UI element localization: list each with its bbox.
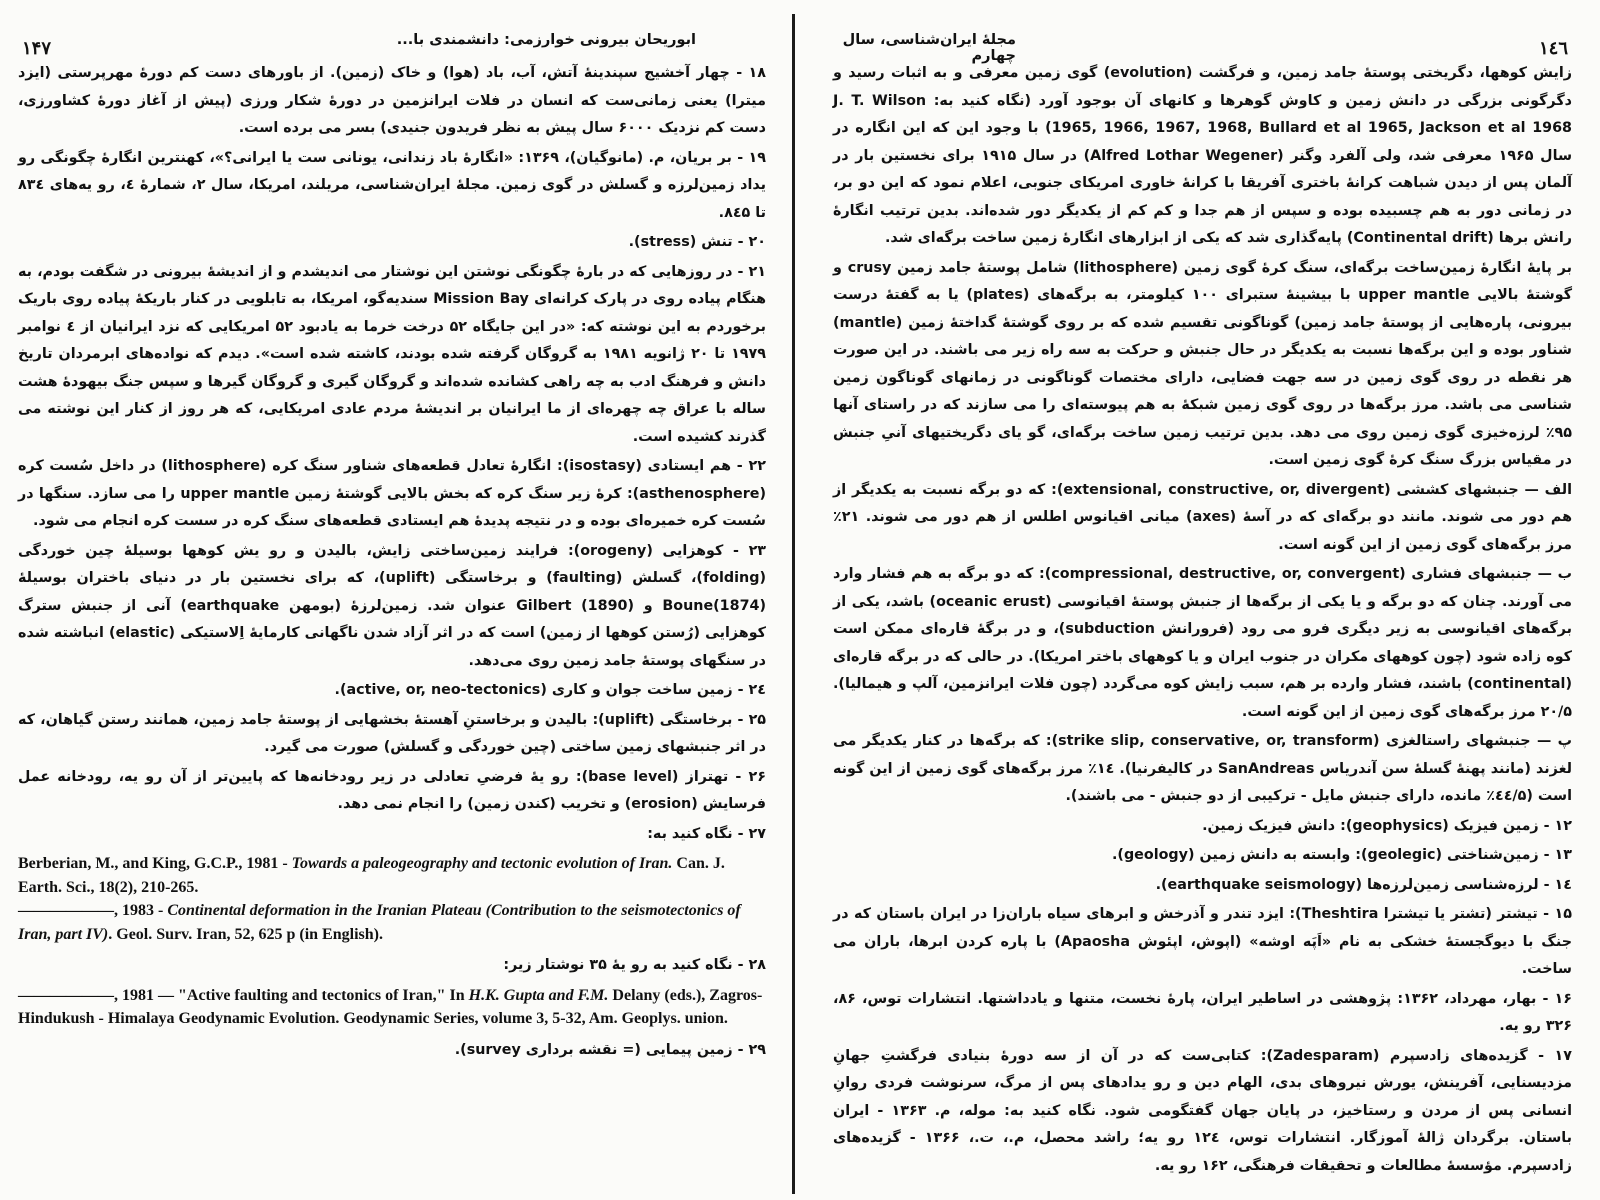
- movement-divergent: الف — جنبشهای کششی (extensional, constructive, or, divergent): که دو برگه نسبت به یکدیگر از هم دور می شوند. مانند دو برگه‌ای که در آسهٔ (axes) میانی اقیانوس اطلس از هم دور می شوند. ۲۱٪ مرز برگه‌های گوی زمین از این گونه است.: [833, 481, 1573, 553]
- reference-source: Delany (eds.), Zagros-Hindukush - Himalaya Geodynamic Evolution. Geodynamic Series, volume 3, 5-32, Am. Geoplys. union.: [18, 986, 763, 1027]
- reference-berberian-1983: [18, 899, 766, 946]
- note-24: ۲٤ - زمین ساخت جوان و کاری (active, or, neo-tectonics).: [334, 682, 766, 698]
- note-18: ۱۸ - چهار آخشیج سپندینهٔ آتش، آب، باد (هوا) و خاک (زمین). از باورهای دست کم دورهٔ مهرپرستی (ایزد میترا) یعنی زمانی‌ست که انسان در فلات ایرانزمین در دورهٔ شکار ورزی (پیش از آغاز دورهٔ کشاورزی، دست کم نزدیک ۶۰۰۰ سال پیش به نظر فریدون جنیدی) بسر می برده است.: [18, 65, 766, 136]
- note-21: ۲۱ - در روزهایی که در بارهٔ چگونگی نوشتن این نوشتار می اندیشدم و از اندیشهٔ بیرونی در شگفت بودم، به هنگام پیاده روی در پارک کرانه‌ای Mission Bay سندیه‌گو، امریکا، به تابلویی در کنار باریکهٔ پیاده روی باریک برخوردم به این نوشته که: «در این جایگاه ۵۲ درخت خرما به یادبود ۵۲ امریکایی که نزد ایرانیان از ٤ نوامبر ۱۹۷۹ تا ۲۰ ژانویه ۱۹۸۱ به گروگان گرفته شده بودند، کاشته شده است». دیدم که نواده‌های ابرمردان تاریخ دانش و فرهنگ ادب به چه راهی کشانده شده‌اند و گروگان گیری و گروگان گیرها و سپس جنگ بیهودهٔ هشت ساله با عراق چه چهره‌ای از ما ایرانیان بر اندیشهٔ مردم عادی امریکایی، که هر روز از کنار این نوشته می گذرند کشیده است.: [18, 263, 767, 445]
- page-147: [0, 0, 790, 1200]
- note-27: ۲۷ - نگاه کنید به:: [647, 825, 766, 842]
- movement-convergent: ب — جنبشهای فشاری (compressional, destructive, or, convergent): که دو برگه به هم فشار وارد می آورند. چنان که دو برگه و یا یکی از برگه‌ها از جنبش پوستهٔ اقیانوسی (oceanic erust) باشد، یکی از برگه‌های اقیانوسی به زیر دیگری فرو می رود (فرورانش subduction)، و در برگهٔ قاره‌ای ممکن است کوه زاده شود (چون کوههای مکران در جنوب ایران و یا کوههای باختر امریکا). در حالی که در برگه قاره‌ای (continental) باشند، فشار وارده بر هم، سبب زایش کوه می‌گردد (چون فلات ایرانزمین، آلپ و هیمالیا). ۲۰/۵ مرز برگه‌های گوی زمین از این گونه است.: [833, 566, 1572, 720]
- book-gutter: [792, 14, 795, 1194]
- reference-editors: H.K. Gupta and F.M.: [468, 986, 609, 1004]
- note-16: ۱۶ - بهار، مهرداد، ۱۳۶۲: پژوهشی در اساطیر ایران، پارهٔ نخست، متنها و یادداشتها. انتشارات توس، ۸۶، ۳۲۶ رو یه.: [833, 990, 1572, 1034]
- plate-tectonics-definition: بر پایهٔ انگارهٔ زمین‌ساخت برگه‌ای، سنگ کرهٔ گوی زمین (lithosphere) شامل پوستهٔ جامد زمین crusy و گوشتهٔ بالایی upper mantle با بیشینهٔ ستبرای ۱۰۰ کیلومتر، به برگه‌های (plates) یا به گفتهٔ درست بیرونی، پاره‌هایی از پوستهٔ جامد زمین) گوناگونی تقسیم شده که بر روی گوشتهٔ گداختهٔ زمین (mantle) شناور بوده و این برگه‌ها نسبت به یکدیگر در حال جنبش و حرکت به سه راه زیر می باشند. در این صورت هر نقطه در روی گوی زمین در سه جهت فضایی، دارای مختصات گوناگونی در زمانهای گوناگون زمین شناسی می باشد. مرز برگه‌ها در روی گوی زمین شبکهٔ به هم پیوسته‌ای را می سازند که در راستای آنها ۹۵٪ لرزه‌خیزی گوی زمین روی می دهد. بدین ترتیب زمین ساخت برگه‌ای، گو یای دگریختیهای آنیِ جنبش در مقیاس بزرگ سنگ کرهٔ گوی زمین است.: [833, 259, 1573, 468]
- references-note-27: [18, 852, 766, 946]
- note-29: ۲۹ - زمین پیمایی (= نقشه برداری survey).: [454, 1041, 766, 1058]
- running-title: مجلهٔ ایران‌شناسی، سال چهارم: [842, 32, 1016, 64]
- reference-berberian-king-1981: [18, 852, 766, 899]
- page-number: ۱٤٦: [1538, 38, 1568, 59]
- note-17: ۱۷ - گزیده‌های زادسپرم (Zadesparam): کتابی‌ست که در آن از سه دورهٔ بنیادی فرگشتِ جهانِ مزدیسنایی، آفرینش، یورش نیروهای بدی، الهام دین و رو یدادهای پس از مرگ، سرنوشت فردی روانِ انسانی پس از مردن و رستاخیز، در پایان جهان گفتگومی شود. نگاه کنید به: موله، م. ۱۳۶۳ - ایران باستان. برگردان ژالهٔ آموزگار. انتشارات توس، ۱۲٤ رو یه؛ راشد محصل، م.، ت.، ۱۳۶۶ - گزیده‌های زادسپرم. مؤسسهٔ مطالعات و تحقیقات فرهنگی، ۱۶۲ رو یه.: [833, 1047, 1572, 1174]
- reference-title: Continental deformation in the Iranian Plateau (Contribution to the seismotectonics of Iran, part IV): [18, 902, 741, 943]
- page-body: [833, 60, 1572, 1180]
- note-13: ۱۳ - زمین‌شناختی (geolegic): وابسته به دانش زمین (geology).: [1111, 847, 1572, 863]
- page-number: ۱۴۷: [22, 38, 52, 59]
- reference-text: Berberian, M., and King, G.C.P., 1981 -: [18, 855, 292, 872]
- reference-source: Can. J. Earth. Sci., 18(2), 210-265.: [18, 855, 725, 896]
- reference-source: . Geol. Surv. Iran, 52, 625 p (in English).: [108, 925, 383, 943]
- note-12: ۱۲ - زمین فیزیک (geophysics): دانش فیزیک زمین.: [1202, 817, 1572, 834]
- page-header: [833, 28, 1572, 64]
- page-header: [18, 28, 766, 60]
- reference-title: Towards a paleogeography and tectonic evolution of Iran.: [291, 855, 673, 872]
- note-19: ۱۹ - بر بریان، م. (مانوگیان)، ۱۳۶۹: «انگارهٔ باد زندانی، یونانی ست یا ایرانی؟»، کهنترین انگارهٔ چگونگی رو یداد زمین‌لرزه و گسلش در گوی زمین. مجلهٔ ایران‌شناسی، مریلند، امریکا، سال ۲، شمارهٔ ٤، رو یه‌های ۸۳٤ تا ۸٤۵.: [18, 149, 766, 221]
- note-22: ۲۲ - هم ایستادی (isostasy): انگارهٔ تعادل قطعه‌های شناور سنگ کره (lithosphere) در داخل سُست کره (asthenosphere): کرهٔ زیر سنگ کره که بخش بالایی گوشتهٔ زمین upper mantle را می سازد. سنگها در سُست کره خمیره‌ای بوده و در نتیجه پدیدهٔ هم ایستادی قطعه‌های سنگ کره در سست کره انجام می شود.: [18, 458, 766, 529]
- reference-text: ——————, 1981 — "Active faulting and tectonics of Iran," In: [18, 986, 469, 1004]
- page-146: [805, 0, 1600, 1200]
- note-23: ۲۳ - کوهزایی (orogeny): فرایند زمین‌ساختی زایش، بالیدن و رو یش کوهها بوسیلهٔ چین خوردگی (folding)، گسلش (faulting) و برخاستگی (uplift)، که برای نخستین بار در دنیای باختران بوسیلهٔ Boune(1874) و Gilbert (1890) عنوان شد. زمین‌لرزهٔ (بومهن earthquake) آنی از جنبش سترگ کوهزایی (رُستن کوهها از زمین) است که در اثر آزاد شدن ناگهانی کارمایهٔ اِلاستیکی (elastic) انباشته شده در سنگهای پوستهٔ جامد زمین روی می‌دهد.: [18, 542, 767, 669]
- note-28: ۲۸ - نگاه کنید به رو یهٔ ۳۵ نوشتار زیر:: [503, 957, 766, 973]
- note-20: ۲۰ - تنش (stress).: [628, 234, 766, 250]
- note-14: ۱٤ - لرزه‌شناسی زمین‌لرزه‌ها (earthquake seismology).: [1155, 876, 1572, 893]
- plate-tectonics-intro: زایش کوهها، دگریختی پوستهٔ جامد زمین، و فرگشت (evolution) گوی زمین معرفی و به اثبات رسید و دگرگونی بزرگی در دانش زمین و کاوش گوهرها و کانهای آن بوجود آورد (نگاه کنید به: J. T. Wilson 1965, 1966, 1967, 1968, Bullard et al 1965, Jackson et al 1968) با وجود این که این انگاره در سال ۱۹۶۵ معرفی شد، ولی آلفرد وگنر (Alfred Lothar Wegener) در سال ۱۹۱۵ برای نخستین بار در آلمان پس از دیدن شباهت کرانهٔ باختری آفریقا با کرانهٔ خاوری امریکای جنوبی، اعلام نمود که این دو بر، در زمانی دور به هم چسبیده بوده و سپس از هم جدا و کم کم از یکدیگر دور شده‌اند. بدین ترتیب انگارهٔ رانش برها (Continental drift) پایه‌گذاری شد که یکی از ابزارهای انگارهٔ زمین ساخت برگه‌ای شد.: [833, 65, 1573, 246]
- page-body: [18, 60, 766, 1064]
- note-15: ۱۵ - تیشتر (تشتر یا تیشترا Theshtira): ایزد تندر و آذرخش و ابرهای سیاه باران‌زا در ایران باستان که در جنگ با دیوگجستهٔ خشکی به نام «اَپَه اوشه» (اپوش، اپئوش Apaosha) با پاره کردن ابرها، باران می ساخت.: [833, 906, 1572, 977]
- reference-note-28: [18, 984, 766, 1031]
- movement-transform: پ — جنبشهای راستالغزی (strike slip, conservative, or, transform): که برگه‌ها در کنار یکدیگر می لغزند (مانند پهنهٔ گسلهٔ سن آندریاس SanAndreas در کالیفرنیا). ۱٤٪ مرز برگه‌های گوی زمین از این گونه است (٤٤/۵٪ مانده، دارای جنبش مایل - ترکیبی از دو جنبش - می باشند).: [833, 733, 1573, 804]
- reference-text: ——————, 1983 -: [18, 902, 168, 919]
- note-25: ۲۵ - برخاستگی (uplift): بالیدن و برخاستنِ آهستهٔ بخشهایی از پوستهٔ جامد زمین، همانند رستن گیاهان، که در اثر جنبشهای زمین ساختی (چین خوردگی و گسلش) صورت می گیرد.: [18, 711, 767, 755]
- running-title: ابوریحان بیرونی خوارزمی: دانشمندی با...: [396, 32, 696, 48]
- note-26: ۲۶ - تهتراز (base level): رو یهٔ فرضیِ تعادلی در زیر رودخانه‌ها که پایین‌تر از آن رو یه، رودخانه عمل فرسایش (erosion) و تخریب (کندن زمین) را انجام نمی دهد.: [18, 768, 766, 812]
